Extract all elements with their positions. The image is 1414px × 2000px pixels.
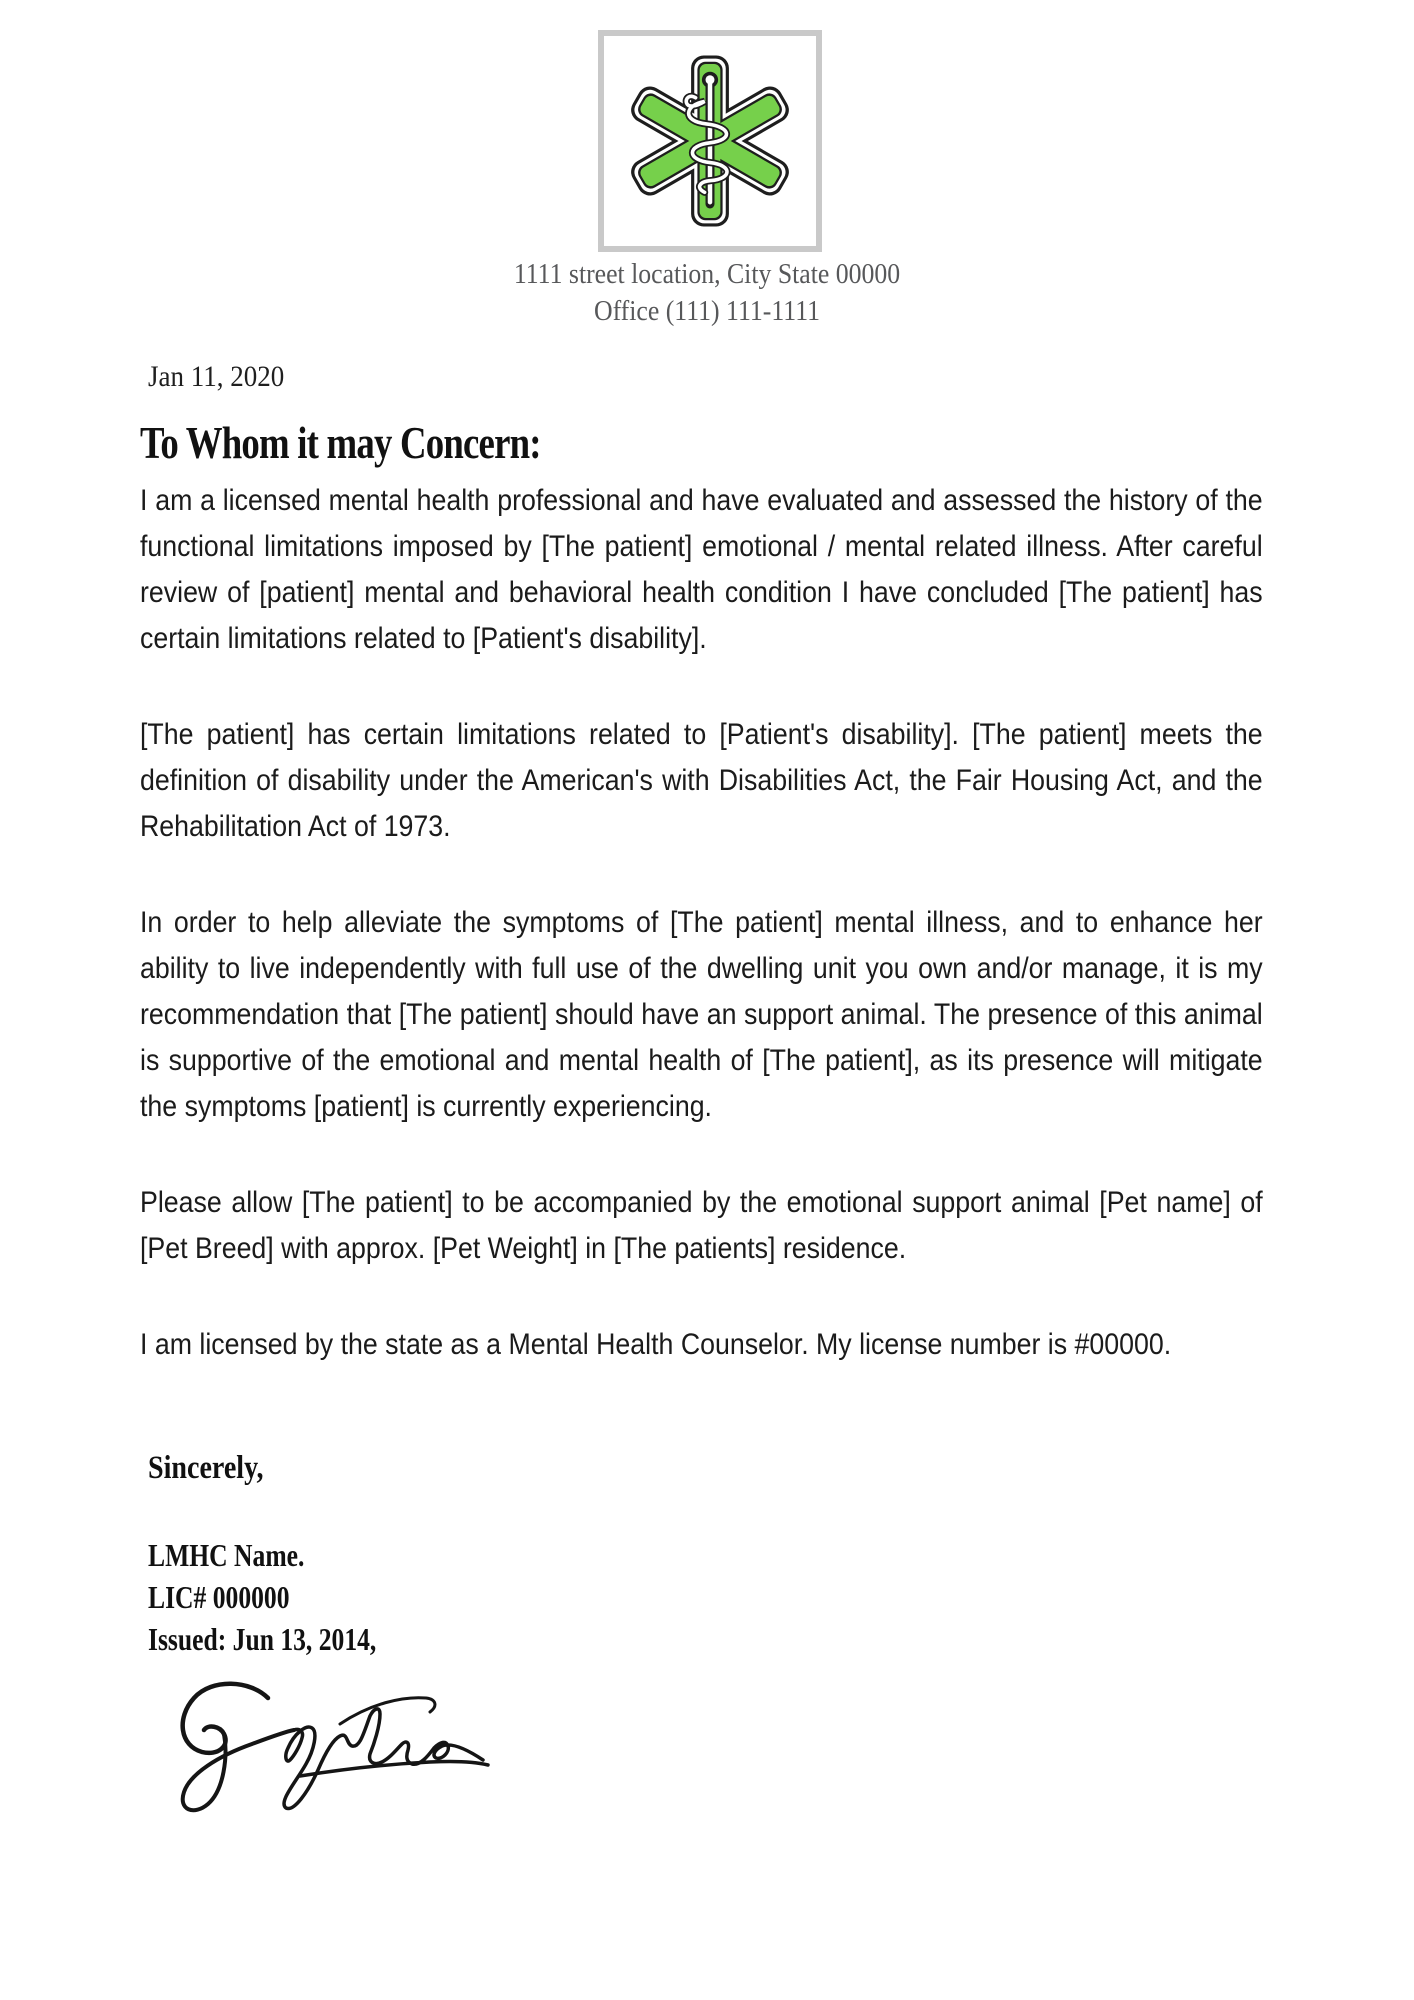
salutation: To Whom it may Concern: bbox=[140, 417, 541, 468]
paragraph-3: In order to help alleviate the symptoms of [The patient] mental illness, and to enhance her ability to live independently with full use of the dwelling unit you own and/or manage, it is my recommendation that [The patient] should have an support animal. The presence of this animal is supportive of the emotional and mental health of [The patient], as its presence will mitigate the symptoms [patient] is currently experiencing. bbox=[140, 906, 1263, 1123]
signer-issued: Issued: Jun 13, 2014, bbox=[148, 1621, 377, 1657]
signer-license: LIC# 000000 bbox=[148, 1579, 290, 1615]
letter-date: Jan 11, 2020 bbox=[148, 360, 285, 393]
clinic-logo-frame bbox=[598, 30, 822, 252]
paragraph-2: [The patient] has certain limitations related to [Patient's disability]. [The patient] meets the definition of disability under the American's with Disabilities Act, the Fair Housing Act, and the Rehabilitation Act of 1973. bbox=[140, 718, 1263, 843]
paragraph-1: I am a licensed mental health professional and have evaluated and assessed the history of the functional limitations imposed by [The patient] emotional / mental related illness. After careful review of [patient] mental and behavioral health condition I have concluded [The patient] has certain limitations related to [Patient's disability]. bbox=[140, 484, 1263, 655]
paragraph-5: I am licensed by the state as a Mental Health Counselor. My license number is #00000. bbox=[140, 1328, 1172, 1361]
signature-script-icon bbox=[150, 1672, 510, 1842]
letterhead bbox=[57, 256, 1358, 330]
signer-name: LMHC Name. bbox=[148, 1537, 305, 1573]
valediction: Sincerely, bbox=[148, 1450, 264, 1486]
letter-body bbox=[140, 478, 1263, 1418]
paragraph-4: Please allow [The patient] to be accompanied by the emotional support animal [Pet name] of [Pet Breed] with approx. [Pet Weight] in [The patients] residence. bbox=[140, 1186, 1263, 1265]
letterhead-address: 1111 street location, City State 00000 bbox=[513, 259, 901, 290]
star-of-life-icon bbox=[620, 51, 800, 231]
signer-block bbox=[148, 1534, 376, 1660]
letterhead-phone: Office (111) 111-1111 bbox=[593, 296, 821, 327]
